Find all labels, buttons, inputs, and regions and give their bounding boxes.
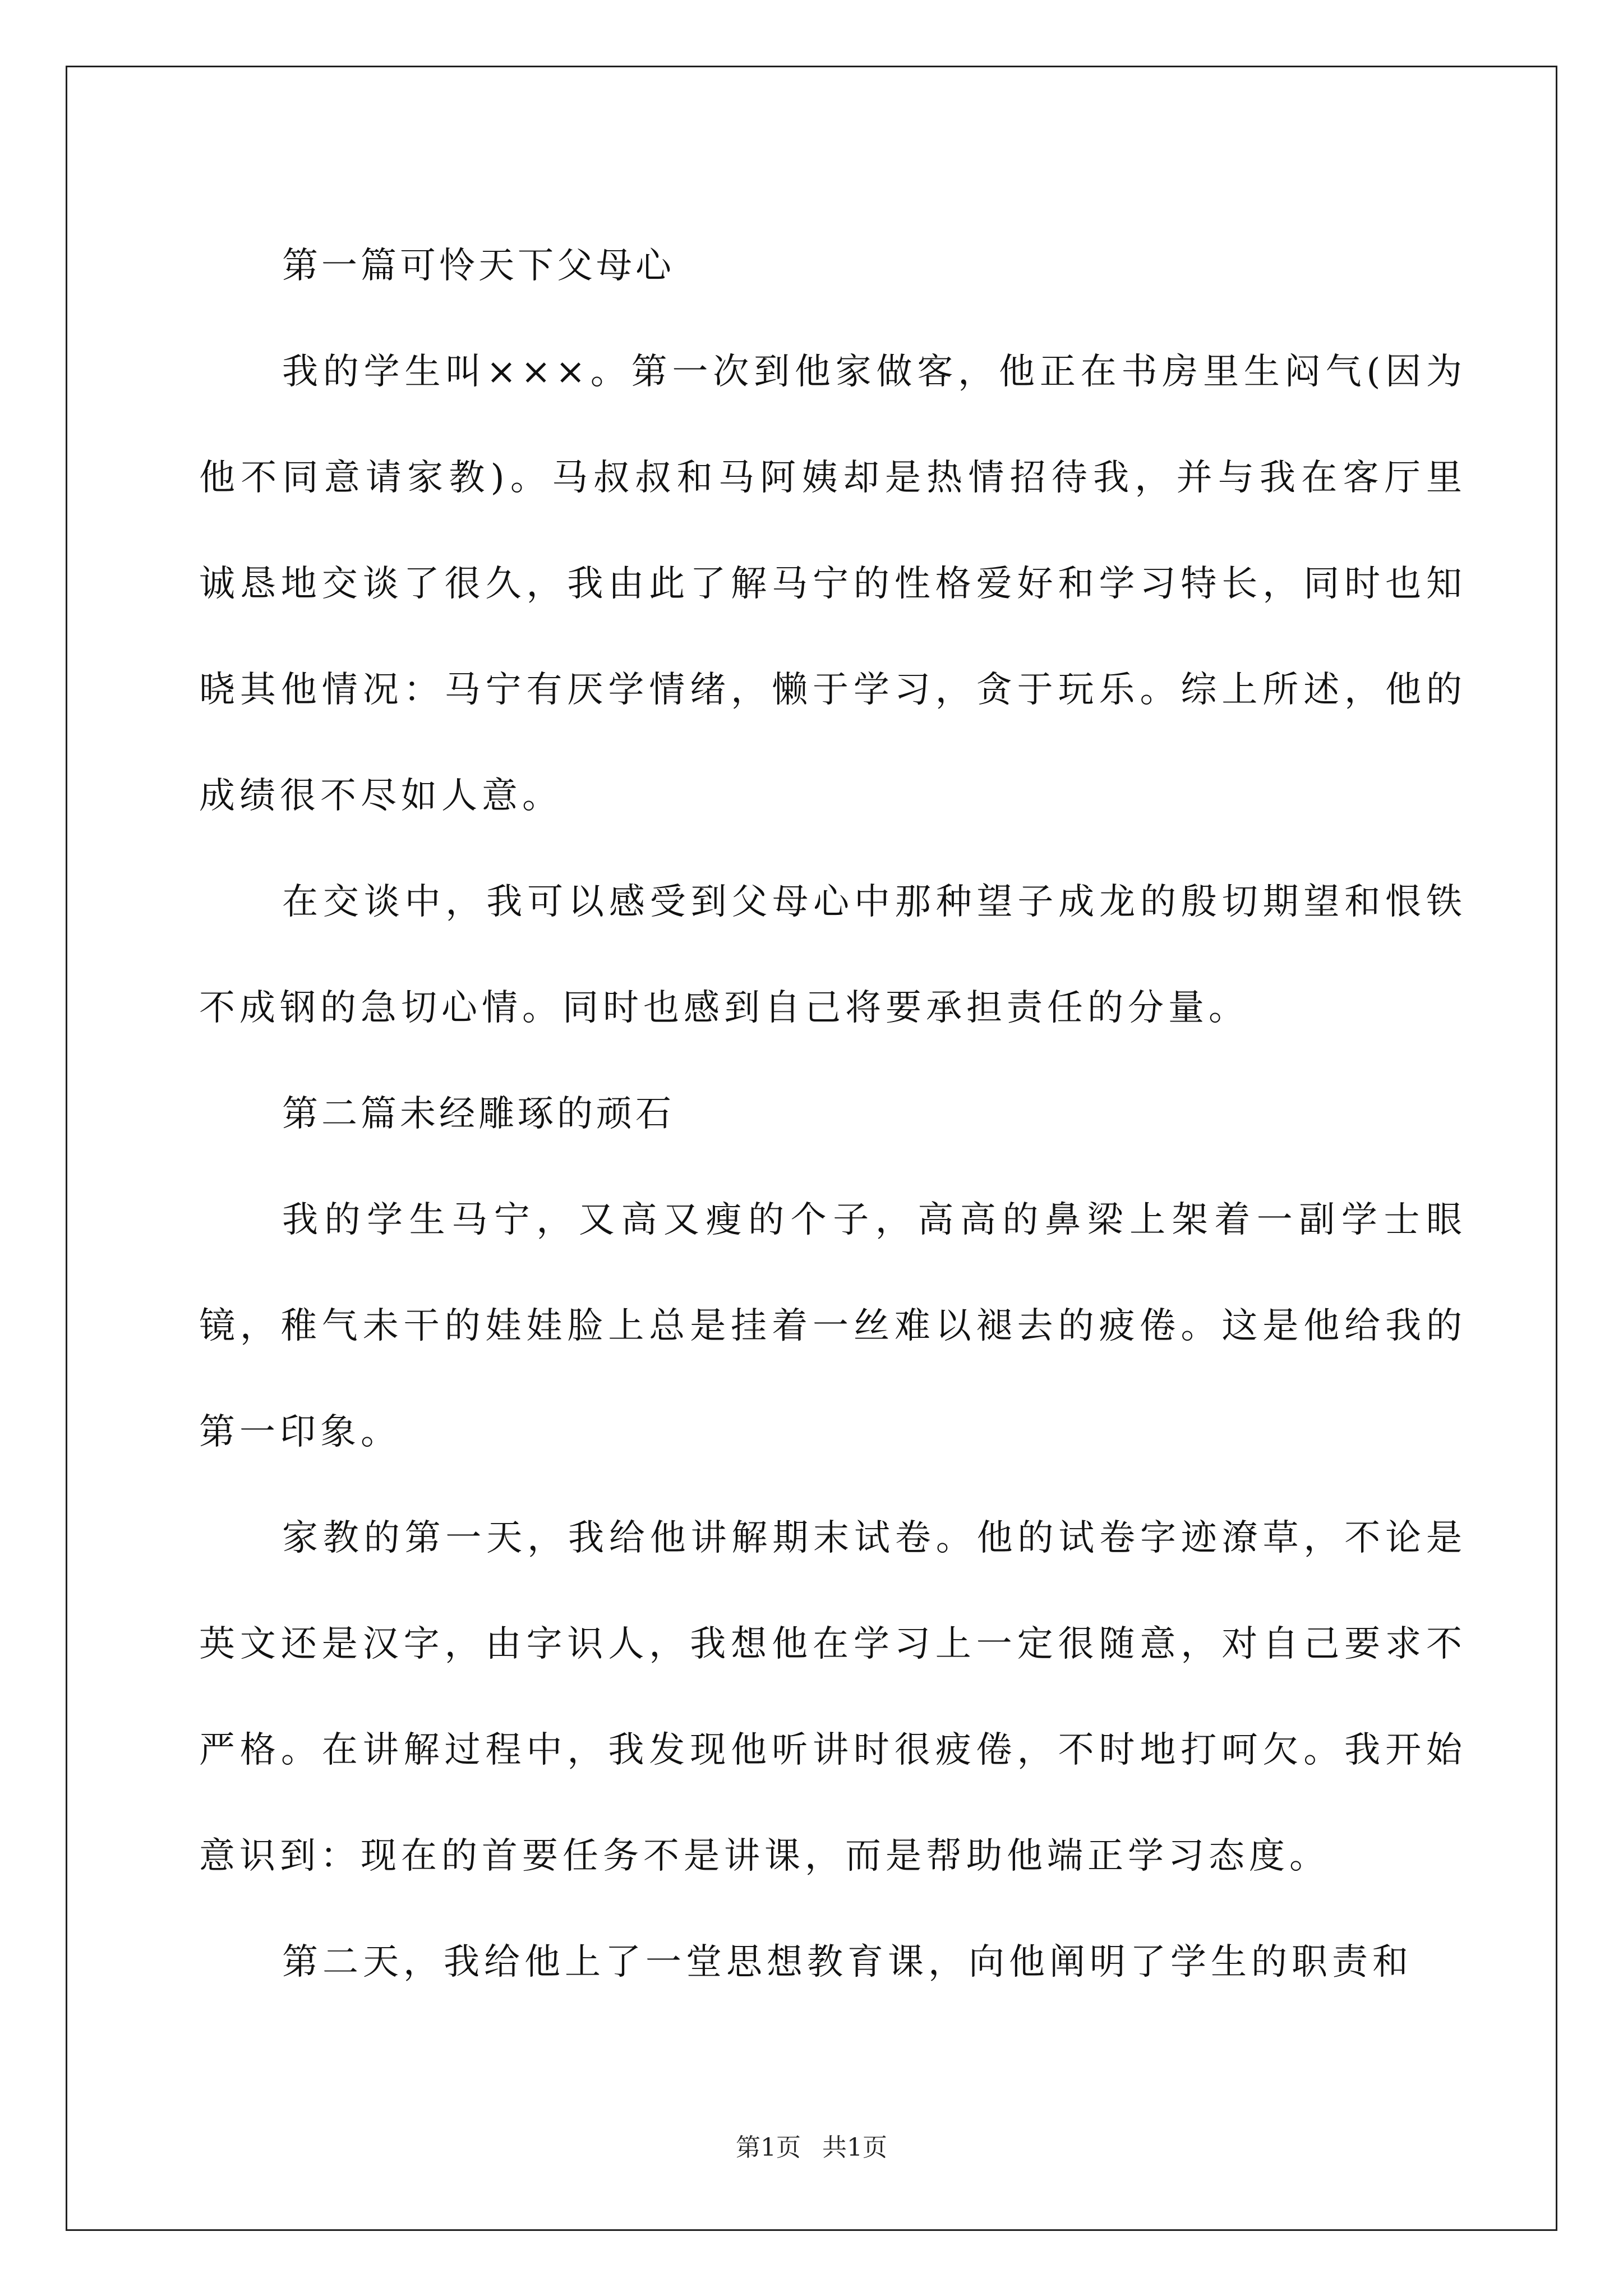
document-body: [199, 213, 1467, 2016]
page-number: 第1页: [736, 2133, 801, 2162]
paragraph-2: 在交谈中，我可以感受到父母心中那种望子成龙的殷切期望和恨铁不成钢的急切心情。同时也感到自己将要承担责任的分量。: [199, 881, 1467, 1029]
page-footer: [0, 2127, 1623, 2163]
section-heading-2: 第二篇未经雕琢的顽石: [282, 1093, 675, 1135]
paragraph-4: 家教的第一天，我给他讲解期末试卷。他的试卷字迹潦草，不论是英文还是汉字，由字识人，我想他在学习上一定很随意，对自己要求不严格。在讲解过程中，我发现他听讲时很疲倦，不时地打呵欠。我开始意识到：现在的首要任务不是讲课，而是帮助他端正学习态度。: [199, 1517, 1467, 1877]
page-total: 共1页: [822, 2133, 887, 2162]
paragraph-5: 第二天，我给他上了一堂思想教育课，向他阐明了学生的职责和: [282, 1941, 1413, 1983]
paragraph-1: 我的学生叫×××。第一次到他家做客，他正在书房里生闷气(因为他不同意请家教)。马叔叔和马阿姨却是热情招待我，并与我在客厅里诚恳地交谈了很久，我由此了解马宁的性格爱好和学习特长，同时也知晓其他情况：马宁有厌学情绪，懒于学习，贪于玩乐。综上所述，他的成绩很不尽如人意。: [199, 351, 1467, 817]
paragraph-3: 我的学生马宁，又高又瘦的个子，高高的鼻梁上架着一副学士眼镜，稚气未干的娃娃脸上总是挂着一丝难以褪去的疲倦。这是他给我的第一印象。: [199, 1199, 1467, 1453]
section-heading-1: 第一篇可怜天下父母心: [282, 245, 675, 287]
